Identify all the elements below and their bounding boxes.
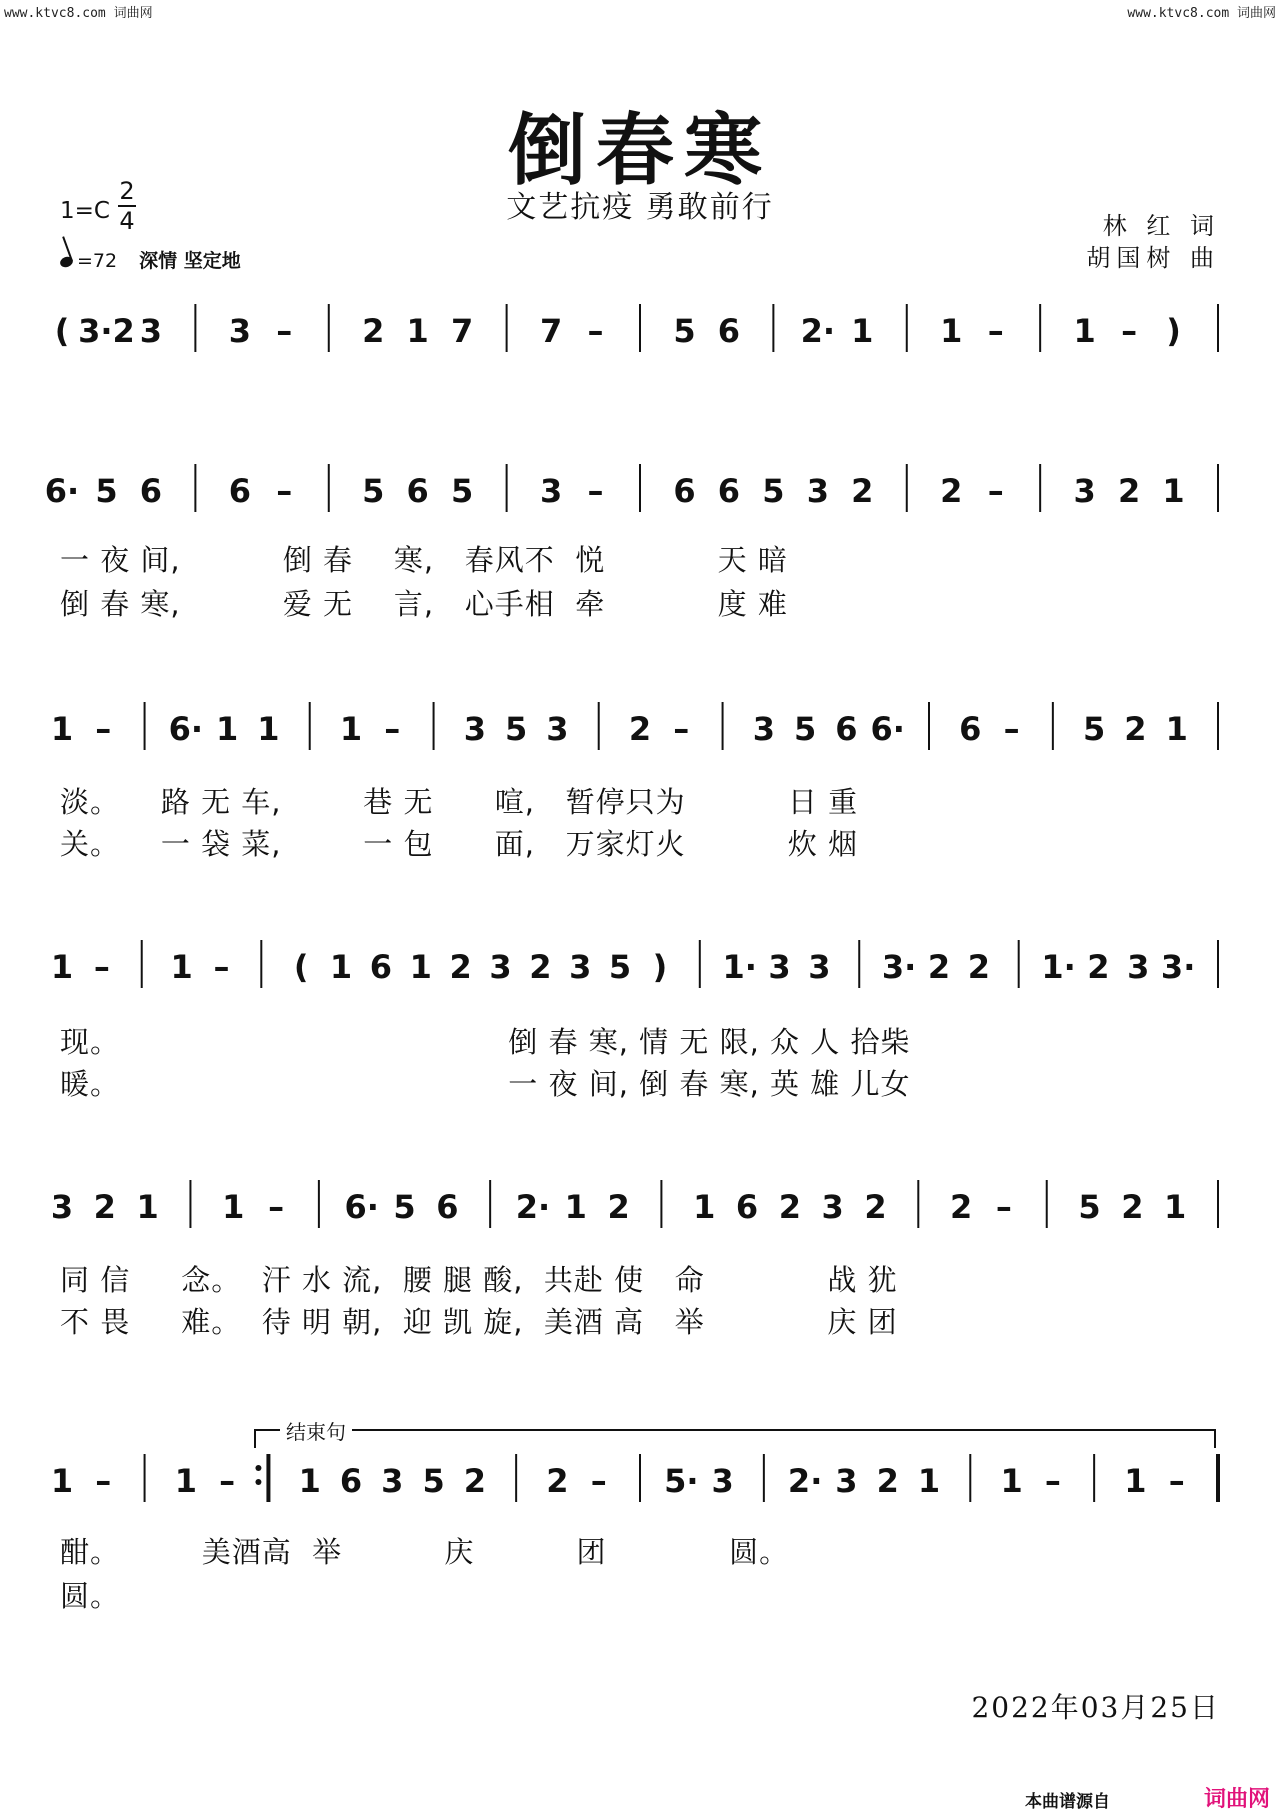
note: 3 xyxy=(1073,472,1096,510)
note: 3 xyxy=(50,1188,74,1226)
key-signature: 1=C xyxy=(60,198,110,224)
note: ) xyxy=(1166,312,1181,350)
note: – xyxy=(1121,312,1138,350)
note: 2 xyxy=(949,1188,973,1226)
note: 2 xyxy=(876,1462,899,1500)
note: 1 xyxy=(564,1188,587,1226)
lyricist-credit: 林 红 词 xyxy=(1102,212,1220,240)
note: – xyxy=(995,1188,1012,1226)
note: – xyxy=(95,710,112,748)
note: 5· xyxy=(664,1462,699,1500)
note: 2· xyxy=(787,1462,823,1500)
note: 2 xyxy=(940,472,963,510)
date: 2022年03月25日 xyxy=(971,1691,1220,1724)
lyric-r1-v1: 一 夜 间, 倒 春 寒, 春风不 悦 天 暗 xyxy=(60,543,788,577)
note: – xyxy=(987,312,1004,350)
note: 5 xyxy=(762,472,785,510)
footer-source: 本曲谱源自 xyxy=(1025,1792,1110,1812)
note: 2· xyxy=(515,1188,551,1226)
note: 1 xyxy=(1000,1462,1023,1500)
note: 7 xyxy=(539,312,563,350)
note: 6 xyxy=(717,312,741,350)
lyric-r5-v2: 圆。 xyxy=(60,1579,121,1613)
note: 2 xyxy=(628,710,652,748)
note: 2 xyxy=(851,472,874,510)
lyric-r3-v2: 暖。 一 夜 间, 倒 春 寒, 英 雄 儿女 xyxy=(60,1067,911,1101)
note: 3 xyxy=(821,1188,844,1226)
note: 1 xyxy=(174,1462,197,1500)
note: 2 xyxy=(93,1188,116,1226)
note: – xyxy=(673,710,690,748)
note: 1 xyxy=(50,1462,74,1500)
repeat-dot xyxy=(255,1465,261,1471)
note: 3 xyxy=(546,710,569,748)
note: 6· xyxy=(870,710,905,748)
note: 3 xyxy=(381,1462,404,1500)
lyric-r4-v2: 不 畏 难。 待 明 朝, 迎 凯 旋, 美酒 高 举 庆 团 xyxy=(60,1305,898,1339)
note: 1 xyxy=(917,1462,941,1500)
note: 6· xyxy=(44,472,80,510)
note: 5 xyxy=(673,312,696,350)
note: 1 xyxy=(216,710,239,748)
lyric-r2-v2: 关。 一 袋 菜, 一 包 面, 万家灯火 炊 烟 xyxy=(60,827,859,861)
note: 5 xyxy=(393,1188,416,1226)
note: – xyxy=(213,948,230,986)
note: 1 xyxy=(693,1188,716,1226)
note: 3 xyxy=(768,948,791,986)
note: 3 xyxy=(489,948,512,986)
footer-logo: 词曲网 xyxy=(1203,1787,1270,1812)
note: – xyxy=(1003,710,1020,748)
lyric-r4-v1: 同 信 念。 汗 水 流, 腰 腿 酸, 共赴 使 命 战 犹 xyxy=(60,1263,898,1297)
watermark-left: www.ktvc8.com 词曲网 xyxy=(4,6,153,21)
note: 6· xyxy=(344,1188,379,1226)
note: 1 xyxy=(1162,472,1185,510)
note: – xyxy=(587,472,604,510)
note: 3 xyxy=(835,1462,858,1500)
note: 2· xyxy=(800,312,836,350)
time-signature-top: 2 xyxy=(119,177,135,205)
note: – xyxy=(276,312,293,350)
note: 1 xyxy=(409,948,432,986)
note: 6 xyxy=(339,1462,363,1500)
note: 5 xyxy=(1078,1188,1101,1226)
note: 3 xyxy=(139,312,163,350)
ending-label: 结束句 xyxy=(280,1416,352,1445)
note: 3· xyxy=(881,948,917,986)
note: 3 xyxy=(463,710,486,748)
note: 1 xyxy=(1165,710,1188,748)
note: 1 xyxy=(851,312,874,350)
note: 3 xyxy=(228,312,251,350)
note: 2 xyxy=(449,948,472,986)
note: 5 xyxy=(95,472,118,510)
note: 5 xyxy=(794,710,817,748)
note: 2 xyxy=(1087,948,1110,986)
note: 3 xyxy=(569,948,592,986)
note: 1 xyxy=(298,1462,321,1500)
note: 3 xyxy=(806,472,829,510)
note: 1 xyxy=(50,710,74,748)
note: 1 xyxy=(257,710,280,748)
note: 2 xyxy=(607,1188,630,1226)
note: – xyxy=(384,710,401,748)
note: 1· xyxy=(1041,948,1076,986)
note: 1 xyxy=(170,948,193,986)
note: 6 xyxy=(406,472,429,510)
song-title: 倒春寒 xyxy=(507,105,772,196)
note: 6 xyxy=(673,472,696,510)
note: 5 xyxy=(608,948,632,986)
lyric-r2-v1: 淡。 路 无 车, 巷 无 喧, 暂停只为 日 重 xyxy=(60,785,859,819)
note: – xyxy=(587,312,604,350)
lyric-r3-v1: 现。 倒 春 寒, 情 无 限, 众 人 拾柴 xyxy=(60,1025,911,1059)
note: 6 xyxy=(436,1188,459,1226)
note: 1 xyxy=(1073,312,1096,350)
note: 2 xyxy=(1117,472,1141,510)
ending-bracket xyxy=(255,1430,1215,1448)
tempo-value: =72 xyxy=(77,250,118,272)
note: 3 xyxy=(1127,948,1150,986)
note: 6 xyxy=(228,472,251,510)
note: 2 xyxy=(927,948,951,986)
note: 5 xyxy=(451,472,474,510)
note: ( xyxy=(54,312,70,350)
composer-credit: 胡国树 曲 xyxy=(1086,244,1220,272)
note: ( xyxy=(293,948,309,986)
lyric-r5-v1: 酣。 美酒高 举 庆 团 圆。 xyxy=(60,1535,790,1569)
watermark-right: www.ktvc8.com 词曲网 xyxy=(1127,6,1276,21)
note: 1 xyxy=(50,948,74,986)
note: 3· xyxy=(1160,948,1196,986)
tempo-expression: 深情 坚定地 xyxy=(139,250,241,272)
note: 6 xyxy=(835,710,858,748)
note: 2 xyxy=(463,1462,486,1500)
note: ) xyxy=(652,948,668,986)
note: 6 xyxy=(735,1188,759,1226)
note: 5 xyxy=(1083,710,1106,748)
note: 5 xyxy=(505,710,528,748)
note: 6 xyxy=(139,472,163,510)
time-signature-bottom: 4 xyxy=(119,207,135,235)
note: 1 xyxy=(136,1188,159,1226)
note: 7 xyxy=(451,312,474,350)
note: – xyxy=(268,1188,285,1226)
note: 2 xyxy=(1124,710,1147,748)
note: – xyxy=(1168,1462,1185,1500)
note: 1 xyxy=(1124,1462,1147,1500)
song-subtitle: 文艺抗疫 勇敢前行 xyxy=(506,190,774,225)
note: – xyxy=(276,472,293,510)
note: 2 xyxy=(1121,1188,1144,1226)
note: 6 xyxy=(959,710,982,748)
note: 3·2 xyxy=(78,312,135,350)
note: 2 xyxy=(967,948,990,986)
note: 2 xyxy=(778,1188,801,1226)
note: 1 xyxy=(222,1188,245,1226)
note: 5 xyxy=(422,1462,445,1500)
note: – xyxy=(219,1462,236,1500)
lyric-r1-v2: 倒 春 寒, 爱 无 言, 心手相 牵 度 难 xyxy=(60,587,788,621)
note: 1 xyxy=(329,948,353,986)
note: 2 xyxy=(546,1462,569,1500)
note: 3 xyxy=(752,710,775,748)
note: 2 xyxy=(529,948,552,986)
note: 6 xyxy=(717,472,741,510)
note: 1 xyxy=(1164,1188,1187,1226)
note: 3 xyxy=(539,472,563,510)
note: 3 xyxy=(808,948,831,986)
note: 2 xyxy=(864,1188,887,1226)
note: 1· xyxy=(722,948,757,986)
note: – xyxy=(987,472,1004,510)
note: – xyxy=(590,1462,607,1500)
note: – xyxy=(1044,1462,1061,1500)
note: – xyxy=(95,1462,112,1500)
note: 3 xyxy=(711,1462,734,1500)
note: 6· xyxy=(168,710,204,748)
note: 1 xyxy=(339,710,363,748)
repeat-dot xyxy=(255,1479,261,1485)
note: 1 xyxy=(406,312,429,350)
note: 5 xyxy=(362,472,385,510)
note: 6 xyxy=(369,948,393,986)
note: – xyxy=(93,948,110,986)
note: 2 xyxy=(362,312,385,350)
note: 1 xyxy=(940,312,963,350)
